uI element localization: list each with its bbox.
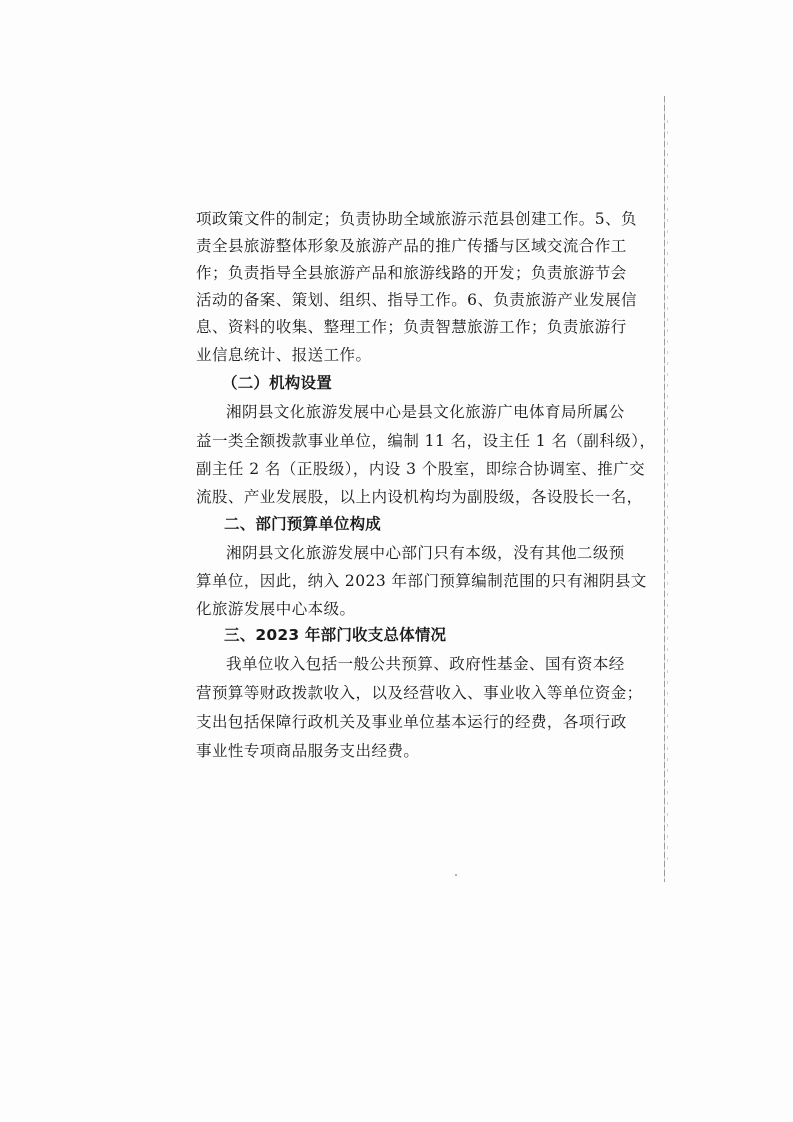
paragraph-line: 项政策文件的制定；负责协助全域旅游示范县创建工作。5、负: [196, 210, 637, 228]
paragraph-line: 活动的备案、策划、组织、指导工作。6、负责旅游产业发展信: [196, 291, 637, 309]
paragraph-line: 算单位，因此，纳入 2023 年部门预算编制范围的只有湘阴县文: [196, 572, 647, 590]
scan-speck: [455, 874, 457, 876]
section-heading-organization: （二）机构设置: [222, 374, 332, 392]
paragraph-line: 益一类全额拨款事业单位，编制 11 名，设主任 1 名（副科级），: [196, 432, 656, 450]
section-heading-revenue-expenditure: 三、2023 年部门收支总体情况: [224, 626, 447, 644]
scan-border-shadow: [667, 120, 668, 860]
paragraph-line: 湘阴县文化旅游发展中心部门只有本级，没有其他二级预: [226, 544, 625, 562]
paragraph-line: 支出包括保障行政机关及事业单位基本运行的经费，各项行政: [196, 713, 627, 731]
paragraph-line: 营预算等财政拨款收入，以及经营收入、事业收入等单位资金；: [196, 684, 643, 702]
paragraph-line: 副主任 2 名（正股级），内设 3 个股室，即综合协调室、推广交: [196, 460, 646, 478]
scan-border-line: [664, 96, 665, 882]
section-heading-budget-units: 二、部门预算单位构成: [224, 515, 382, 533]
paragraph-line: 业信息统计、报送工作。: [196, 346, 372, 364]
paragraph-line: 事业性专项商品服务支出经费。: [196, 742, 420, 760]
paragraph-line: 湘阴县文化旅游发展中心是县文化旅游广电体育局所属公: [226, 403, 625, 421]
paragraph-line: 流股、产业发展股，以上内设机构均为副股级，各设股长一名，: [196, 488, 643, 506]
paragraph-line: 责全县旅游整体形象及旅游产品的推广传播与区域交流合作工: [196, 237, 627, 255]
paragraph-line: 息、资料的收集、整理工作；负责智慧旅游工作；负责旅游行: [196, 318, 627, 336]
paragraph-line: 作；负责指导全县旅游产品和旅游线路的开发；负责旅游节会: [196, 264, 627, 282]
paragraph-line: 我单位收入包括一般公共预算、政府性基金、国有资本经: [226, 655, 625, 673]
paragraph-line: 化旅游发展中心本级。: [196, 600, 356, 618]
